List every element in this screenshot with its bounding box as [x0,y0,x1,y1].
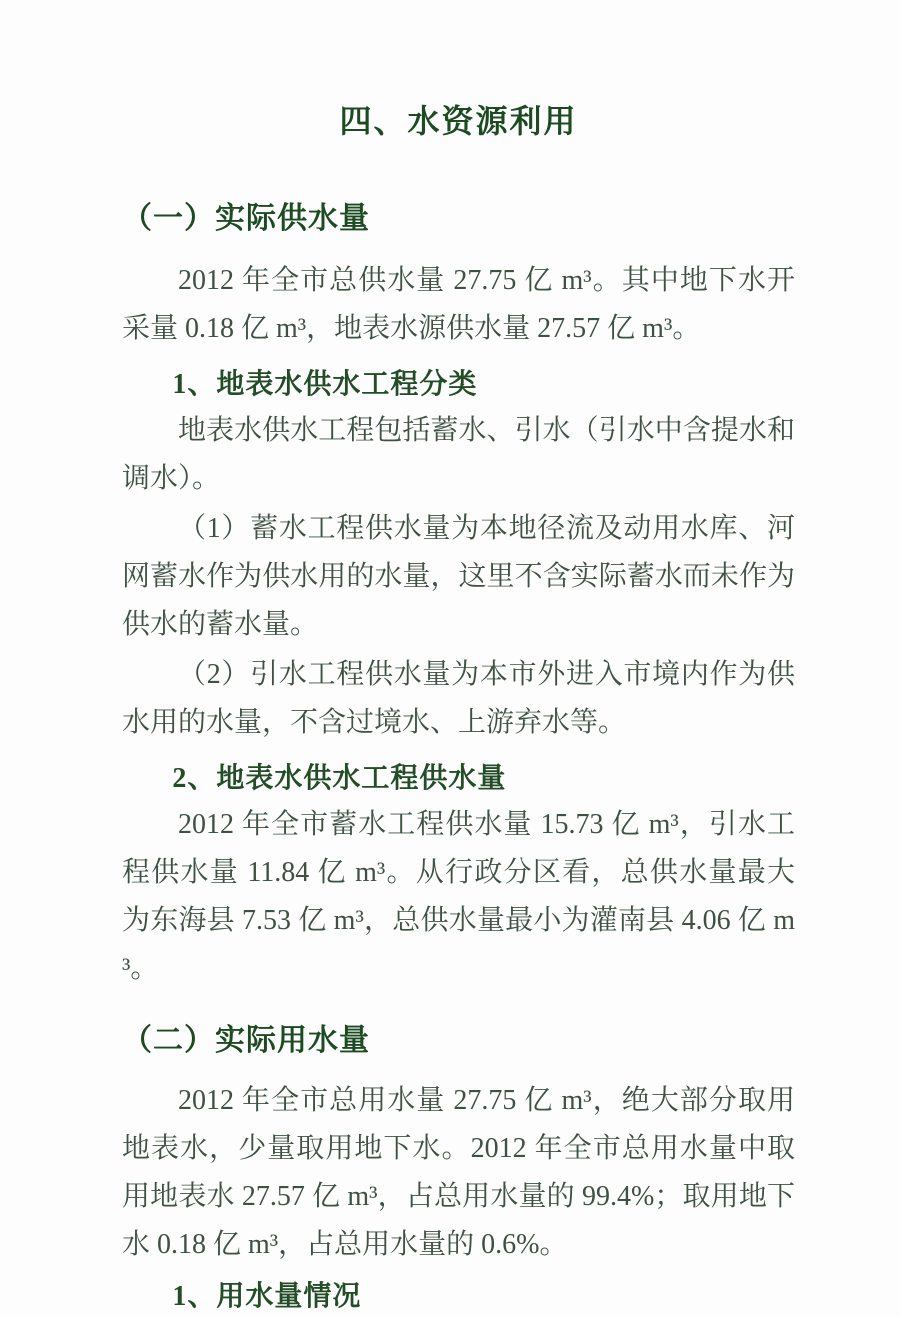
section-2-heading: （二）实际用水量 [122,1024,370,1057]
subsection-1-2-heading: 2、地表水供水工程供水量 [172,763,507,794]
subsection-1-2-paragraph-1: 2012 年全市蓄水工程供水量 15.73 亿 m³，引水工程供水量 11.84 亿 m³。从行政分区看，总供水量最大为东海县 7.53 亿 m³，总供水量最小为灌南县 4.06 亿 m³。 [122,809,795,984]
section-2-intro-paragraph: 2012 年全市总用水量 27.75 亿 m³，绝大部分取用地表水，少量取用地下水。2012 年全市总用水量中取用地表水 27.57 亿 m³，占总用水量的 99.4%；取用地下水 0.18 亿 m³，占总用水量的 0.6%。 [122,1085,795,1260]
section-1-intro-paragraph: 2012 年全市总供水量 27.75 亿 m³。其中地下水开采量 0.18 亿 m³，地表水源供水量 27.57 亿 m³。 [122,265,795,344]
page-title: 四、水资源利用 [339,103,578,139]
subsection-2-1-heading: 1、用水量情况 [172,1281,362,1312]
section-1-heading: （一）实际供水量 [122,202,370,235]
subsection-1-1-paragraph-2: （1）蓄水工程供水量为本地径流及动用水库、河网蓄水作为供水用的水量，这里不含实际蓄水而未作为供水的蓄水量。 [122,513,795,640]
subsection-1-1-paragraph-3: （2）引水工程供水量为本市外进入市境内作为供水用的水量，不含过境水、上游弃水等。 [122,659,795,738]
subsection-1-1-heading: 1、地表水供水工程分类 [172,369,478,400]
subsection-1-1-paragraph-1: 地表水供水工程包括蓄水、引水（引水中含提水和调水）。 [122,415,795,494]
